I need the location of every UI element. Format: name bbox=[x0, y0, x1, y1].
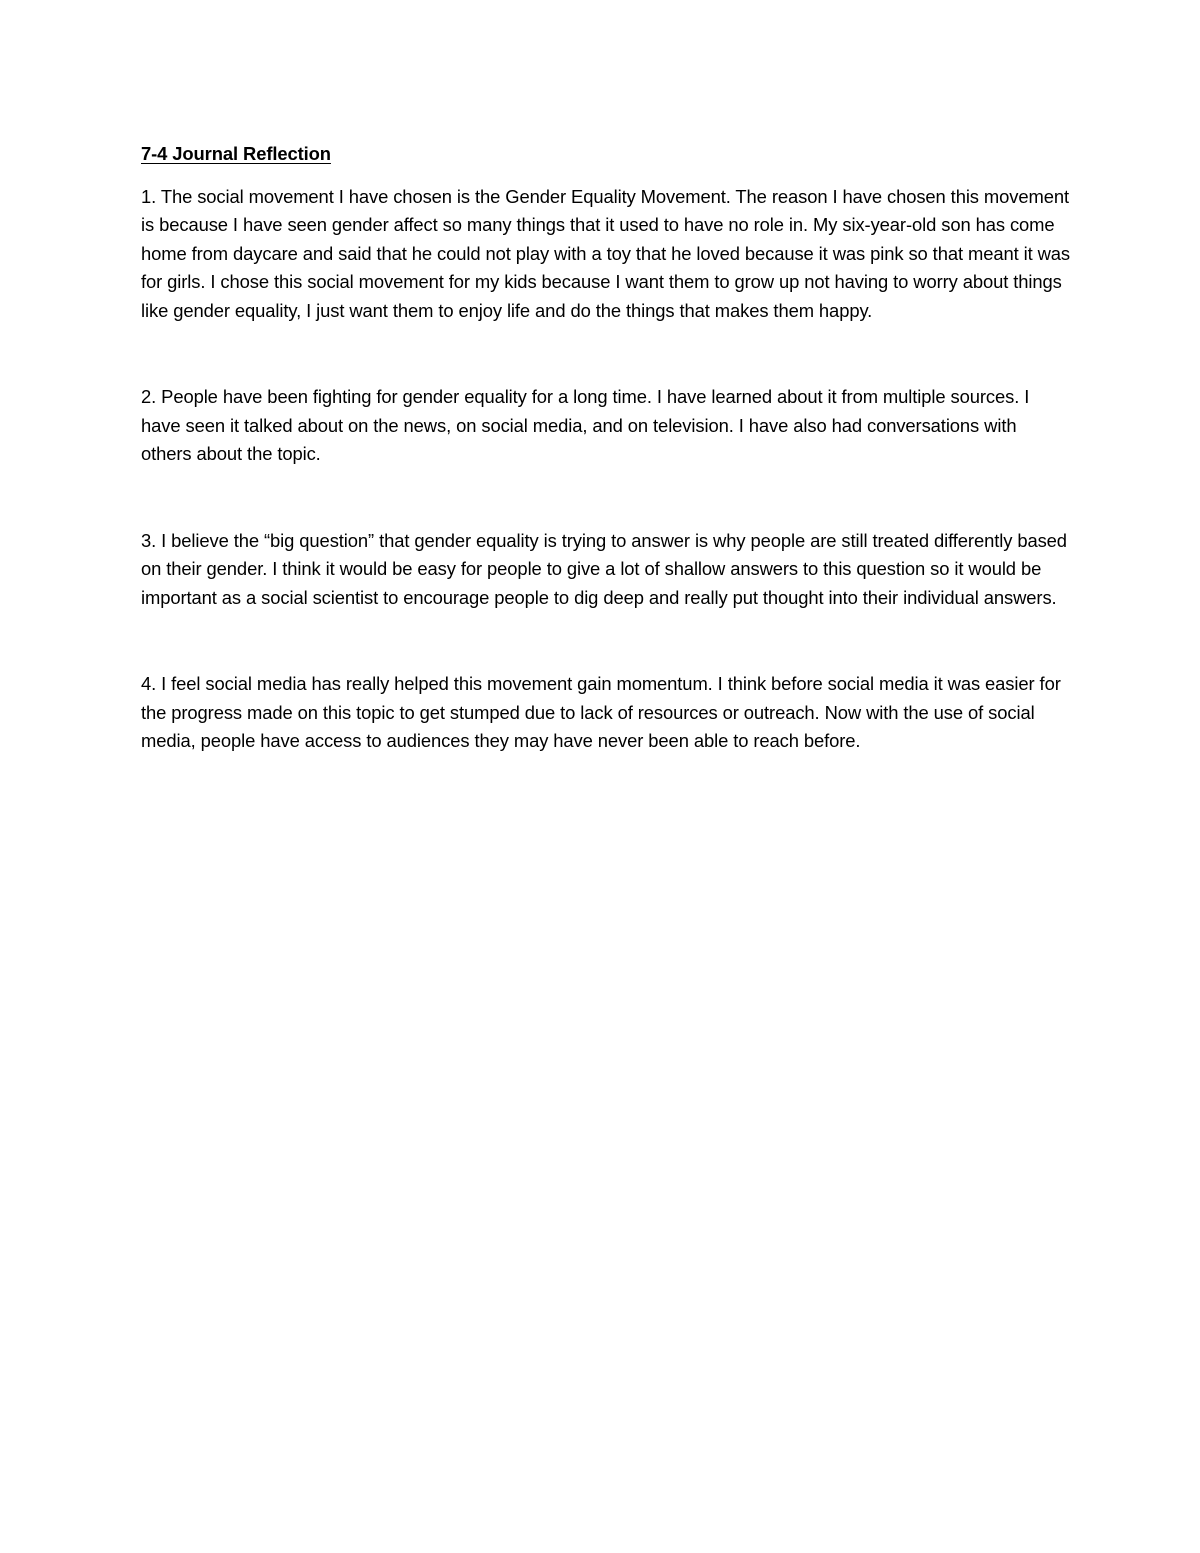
document-title: 7-4 Journal Reflection bbox=[141, 143, 331, 164]
paragraph-4: 4. I feel social media has really helped this movement gain momentum. I think before social media it was easier for the progress made on this topic to get stumped due to lack of resources or outreach. Now with the use of social media, people have access to audiences they may have never been able to reach before. bbox=[141, 673, 1061, 751]
document-body bbox=[141, 140, 1071, 756]
paragraph-3: 3. I believe the “big question” that gender equality is trying to answer is why people are still treated differently based on their gender. I think it would be easy for people to give a lot of shallow answers to this question so it would be important as a social scientist to encourage people to dig deep and really put thought into their individual answers. bbox=[141, 529, 1067, 608]
paragraph-2: 2. People have been fighting for gender equality for a long time. I have learned about it from multiple sources. I have seen it talked about on the news, on social media, and on television. I have also had conversations with others about the topic. bbox=[141, 386, 1030, 464]
paragraph-1: 1. The social movement I have chosen is the Gender Equality Movement. The reason I have chosen this movement is because I have seen gender affect so many things that it used to have no role in. My six-year-old son has come home from daycare and said that he could not play with a toy that he loved because it was pink so that meant it was for girls. I chose this social movement for my kids because I want them to grow up not having to worry about things like gender equality, I just want them to enjoy life and do the things that makes them happy. bbox=[141, 185, 1071, 321]
